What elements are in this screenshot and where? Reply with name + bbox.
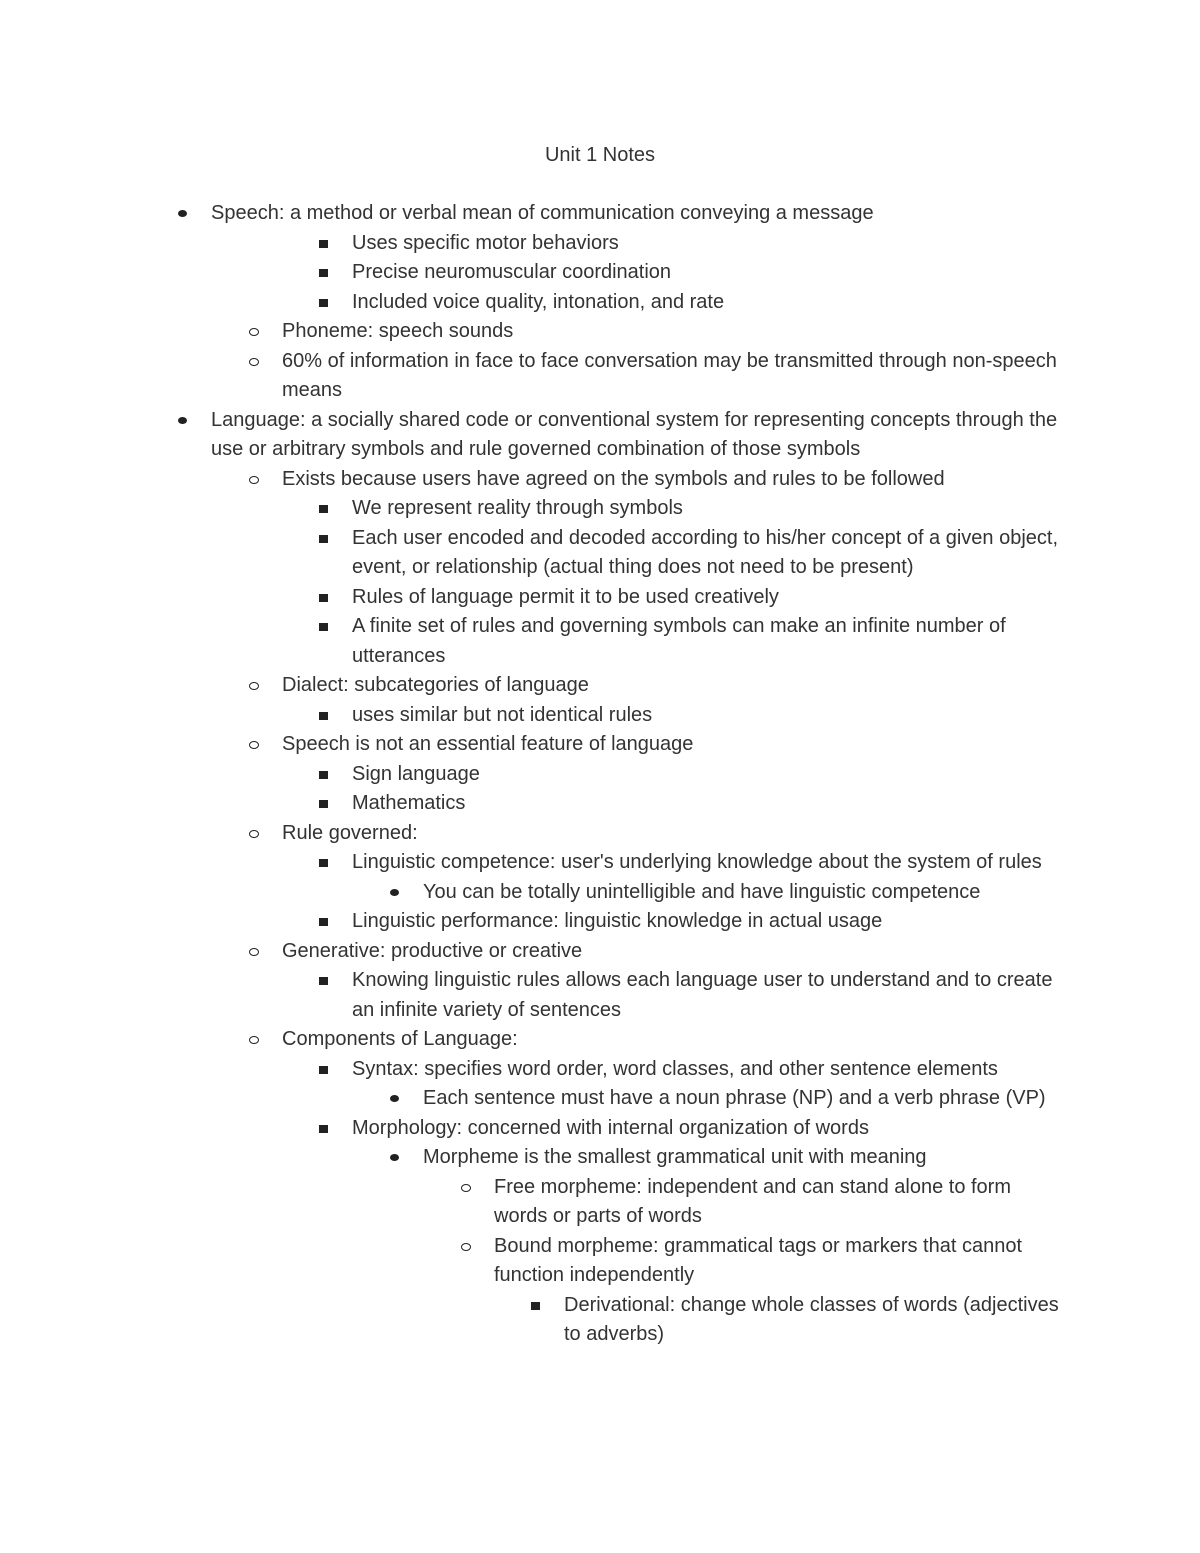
square-bullet-icon <box>319 918 328 926</box>
list-item <box>352 229 1062 259</box>
list-item-text: Knowing linguistic rules allows each language user to understand and to create an infinite variety of sentences <box>352 969 1053 1021</box>
square-bullet-icon <box>319 771 328 779</box>
list-item-text: Linguistic competence: user's underlying knowledge about the system of rules <box>352 851 1042 873</box>
list-item-text: Morpheme is the smallest grammatical unit with meaning <box>423 1146 927 1168</box>
list-item <box>282 730 1062 760</box>
list-item <box>423 1084 1063 1114</box>
list-item <box>352 760 1062 790</box>
list-item <box>352 848 1062 878</box>
list-item <box>282 937 1062 967</box>
list-item <box>211 406 1061 465</box>
list-item-text: Mathematics <box>352 792 466 814</box>
list-item-text: Syntax: specifies word order, word classes, and other sentence elements <box>352 1057 998 1080</box>
square-bullet-icon <box>319 1125 328 1133</box>
list-item-text: Generative: productive or creative <box>282 939 583 962</box>
list-item <box>423 878 1063 908</box>
list-item-text: Precise neuromuscular coordination <box>352 261 672 283</box>
list-item-text: Free morpheme: independent and can stand alone to form words or parts of words <box>494 1175 1011 1227</box>
square-bullet-icon <box>531 1302 540 1310</box>
list-item-text: Linguistic performance: linguistic knowledge in actual usage <box>352 910 883 932</box>
list-item <box>282 819 1062 849</box>
list-item-text: Each user encoded and decoded according to his/her concept of a given object, event, or relationship (actual thing does not need to be present) <box>352 526 1059 578</box>
notes-list <box>0 199 1200 1350</box>
list-item-text: 60% of information in face to face conversation may be transmitted through non-speech means <box>282 349 1057 401</box>
list-item <box>282 347 1062 406</box>
list-item-text: Speech: a method or verbal mean of communication conveying a message <box>211 202 874 224</box>
square-bullet-icon <box>319 859 328 867</box>
circle-bullet-icon <box>249 328 259 336</box>
list-item-text: A finite set of rules and governing symbols can make an infinite number of utterances <box>352 615 1006 667</box>
circle-bullet-icon <box>249 948 259 956</box>
list-item <box>352 789 1062 819</box>
disc-bullet-icon <box>390 889 399 896</box>
list-item-text: Uses specific motor behaviors <box>352 231 619 254</box>
circle-bullet-icon <box>461 1184 471 1192</box>
list-item <box>352 494 1062 524</box>
square-bullet-icon <box>319 712 328 720</box>
list-item-text: Phoneme: speech sounds <box>282 320 514 342</box>
square-bullet-icon <box>319 1066 328 1074</box>
circle-bullet-icon <box>461 1243 471 1251</box>
circle-bullet-icon <box>249 476 259 484</box>
list-item-text: Bound morpheme: grammatical tags or markers that cannot function independently <box>494 1234 1023 1286</box>
square-bullet-icon <box>319 299 328 307</box>
list-item <box>352 583 1062 613</box>
list-item-text: Exists because users have agreed on the symbols and rules to be followed <box>282 467 945 490</box>
circle-bullet-icon <box>249 682 259 690</box>
circle-bullet-icon <box>249 358 259 366</box>
list-item <box>352 966 1062 1025</box>
list-item <box>352 1114 1062 1144</box>
disc-bullet-icon <box>178 417 187 424</box>
circle-bullet-icon <box>249 741 259 749</box>
list-item <box>352 288 1062 318</box>
disc-bullet-icon <box>390 1154 399 1161</box>
list-item <box>352 701 1062 731</box>
square-bullet-icon <box>319 535 328 543</box>
list-item-text: Each sentence must have a noun phrase (NP) and a verb phrase (VP) <box>423 1087 1046 1109</box>
square-bullet-icon <box>319 505 328 513</box>
list-item-text: Dialect: subcategories of language <box>282 674 589 696</box>
disc-bullet-icon <box>178 210 187 217</box>
list-item <box>423 1143 1063 1173</box>
disc-bullet-icon <box>390 1095 399 1102</box>
list-item <box>282 317 1062 347</box>
list-item <box>352 258 1062 288</box>
circle-bullet-icon <box>249 1036 259 1044</box>
square-bullet-icon <box>319 240 328 248</box>
list-item <box>211 199 1061 229</box>
list-item <box>494 1173 1064 1232</box>
page-title: Unit 1 Notes <box>544 144 656 166</box>
list-item <box>282 671 1062 701</box>
list-item-text: uses similar but not identical rules <box>352 703 653 726</box>
list-item-text: Derivational: change whole classes of words (adjectives to adverbs) <box>564 1293 1059 1345</box>
list-item-text: Language: a socially shared code or conventional system for representing concepts through the use or arbitrary symbols and rule governed combination of those symbols <box>211 408 1058 460</box>
square-bullet-icon <box>319 594 328 602</box>
square-bullet-icon <box>319 800 328 808</box>
list-item <box>282 465 1062 495</box>
list-item <box>494 1232 1064 1291</box>
list-item-text: Speech is not an essential feature of language <box>282 733 694 755</box>
list-item <box>352 1055 1062 1085</box>
list-item-text: You can be totally unintelligible and have linguistic competence <box>423 880 981 903</box>
list-item-text: We represent reality through symbols <box>352 497 683 519</box>
list-item <box>282 1025 1062 1055</box>
list-item <box>352 907 1062 937</box>
list-item-text: Rules of language permit it to be used creatively <box>352 585 779 608</box>
list-item-text: Sign language <box>352 762 480 785</box>
square-bullet-icon <box>319 623 328 631</box>
square-bullet-icon <box>319 269 328 277</box>
list-item-text: Components of Language: <box>282 1028 518 1050</box>
list-item <box>352 612 1062 671</box>
list-item-text: Morphology: concerned with internal organization of words <box>352 1116 869 1139</box>
list-item-text: Rule governed: <box>282 821 418 844</box>
list-item <box>352 524 1062 583</box>
square-bullet-icon <box>319 977 328 985</box>
list-item <box>564 1291 1064 1350</box>
list-item-text: Included voice quality, intonation, and rate <box>352 290 725 313</box>
circle-bullet-icon <box>249 830 259 838</box>
